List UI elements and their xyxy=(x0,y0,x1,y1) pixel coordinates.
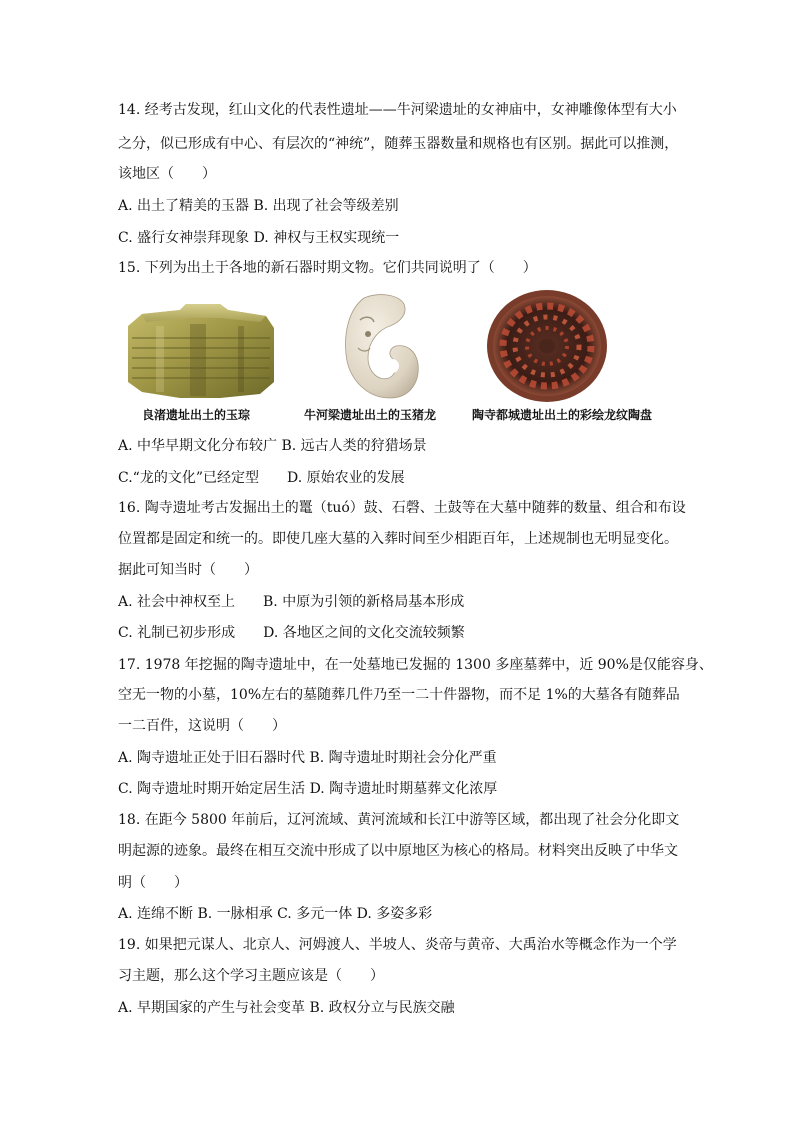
question-15-options-cd: C.“龙的文化”已经定型 D. 原始农业的发展 xyxy=(118,470,405,486)
question-18-stem-line-3: 明（ ） xyxy=(118,875,188,891)
question-17-stem-line-1: 17. 1978 年挖掘的陶寺遗址中，在一处墓地已发掘的 1300 多座墓葬中，近 90%是仅能容身、 xyxy=(118,657,713,673)
question-14-stem-line-2: 之分，似已形成有中心、有层次的“神统”，随葬玉器数量和规格也有区别。据此可以推测， xyxy=(118,136,679,152)
question-14-stem-line-3: 该地区（ ） xyxy=(118,166,216,182)
question-14-stem-line-1: 14. 经考古发现，红山文化的代表性遗址——牛河梁遗址的女神庙中，女神雕像体型有大小 xyxy=(118,102,677,118)
question-16-options-cd: C. 礼制已初步形成 D. 各地区之间的文化交流较频繁 xyxy=(118,625,465,641)
jade-pig-dragon-caption: 牛河梁遗址出土的玉猪龙 xyxy=(304,408,437,422)
question-14-options-ab: A. 出土了精美的玉器 B. 出现了社会等级差别 xyxy=(118,198,399,214)
question-16-stem-line-3: 据此可知当时（ ） xyxy=(118,562,258,578)
question-19-stem-line-1: 19. 如果把元谋人、北京人、河姆渡人、半坡人、炎帝与黄帝、大禹治水等概念作为一个学 xyxy=(118,937,677,953)
question-18-options: A. 连绵不断 B. 一脉相承 C. 多元一体 D. 多姿多彩 xyxy=(118,906,433,922)
question-19-stem-line-2: 习主题，那么这个学习主题应该是（ ） xyxy=(118,968,384,984)
painted-dragon-plate-caption: 陶寺都城遗址出土的彩绘龙纹陶盘 xyxy=(472,408,653,422)
question-17-stem-line-2: 空无一物的小墓，10%左右的墓随葬几件乃至一二十件器物，而不足 1%的大墓各有随葬品 xyxy=(118,687,680,703)
question-16-stem-line-1: 16. 陶寺遗址考古发掘出土的鼍（tuó）鼓、石磬、土鼓等在大墓中随葬的数量、组合和布设 xyxy=(118,500,686,516)
jade-cong-image xyxy=(120,296,280,400)
question-16-options-ab: A. 社会中神权至上 B. 中原为引领的新格局基本形成 xyxy=(118,594,465,610)
question-17-options-cd: C. 陶寺遗址时期开始定居生活 D. 陶寺遗址时期墓葬文化浓厚 xyxy=(118,781,498,797)
question-19-options-ab: A. 早期国家的产生与社会变革 B. 政权分立与民族交融 xyxy=(118,1000,455,1016)
question-17-options-ab: A. 陶寺遗址正处于旧石器时代 B. 陶寺遗址时期社会分化严重 xyxy=(118,750,497,766)
jade-pig-dragon-image xyxy=(338,290,422,402)
question-18-stem-line-2: 明起源的迹象。最终在相互交流中形成了以中原地区为核心的格局。材料突出反映了中华文 xyxy=(118,843,678,859)
question-15-stem-line-1: 15. 下列为出土于各地的新石器时期文物。它们共同说明了（ ） xyxy=(118,260,537,276)
question-18-stem-line-1: 18. 在距今 5800 年前后，辽河流域、黄河流域和长江中游等区域，都出现了社会分化即文 xyxy=(118,812,680,828)
jade-cong-caption: 良渚遗址出土的玉琮 xyxy=(142,408,251,422)
question-14-options-cd: C. 盛行女神崇拜现象 D. 神权与王权实现统一 xyxy=(118,230,400,246)
question-17-stem-line-3: 一二百件，这说明（ ） xyxy=(118,718,286,734)
painted-dragon-plate-image xyxy=(486,289,608,403)
question-16-stem-line-2: 位置都是固定和统一的。即使几座大墓的入葬时间至少相距百年，上述规制也无明显变化。 xyxy=(118,531,678,547)
question-15-options-ab: A. 中华早期文化分布较广 B. 远古人类的狩猎场景 xyxy=(118,438,427,454)
